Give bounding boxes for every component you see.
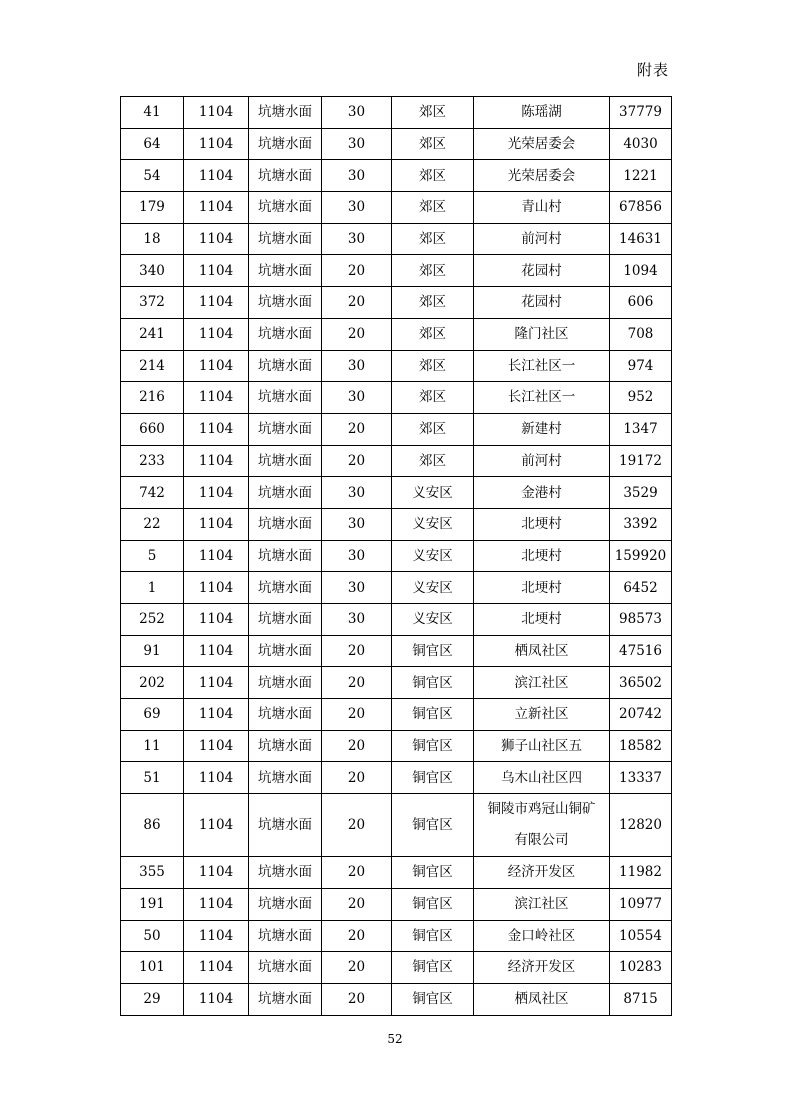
location-cell: 金港村 bbox=[474, 477, 610, 509]
row-id-cell: 22 bbox=[121, 508, 184, 540]
value-cell: 20 bbox=[322, 857, 392, 889]
location-cell: 北埂村 bbox=[474, 540, 610, 572]
location-cell: 金口岭社区 bbox=[474, 920, 610, 952]
row-id-cell: 91 bbox=[121, 635, 184, 667]
table-row bbox=[121, 888, 672, 920]
table-row bbox=[121, 382, 672, 414]
value-cell: 30 bbox=[322, 350, 392, 382]
land-code-cell: 1104 bbox=[184, 540, 249, 572]
row-id-cell: 340 bbox=[121, 255, 184, 287]
value-cell: 30 bbox=[322, 604, 392, 636]
land-type-cell: 坑塘水面 bbox=[249, 350, 322, 382]
district-cell: 郊区 bbox=[392, 128, 474, 160]
table-row bbox=[121, 223, 672, 255]
land-code-cell: 1104 bbox=[184, 794, 249, 857]
table-row bbox=[121, 508, 672, 540]
row-id-cell: 51 bbox=[121, 762, 184, 794]
area-cell: 36502 bbox=[610, 667, 672, 699]
table-row bbox=[121, 604, 672, 636]
value-cell: 30 bbox=[322, 223, 392, 255]
row-id-cell: 101 bbox=[121, 952, 184, 984]
location-line: 铜陵市鸡冠山铜矿 bbox=[487, 801, 596, 818]
value-cell: 30 bbox=[322, 97, 392, 129]
district-cell: 郊区 bbox=[392, 223, 474, 255]
table-row bbox=[121, 794, 672, 857]
land-type-cell: 坑塘水面 bbox=[249, 318, 322, 350]
row-id-cell: 1 bbox=[121, 572, 184, 604]
district-cell: 义安区 bbox=[392, 572, 474, 604]
district-cell: 义安区 bbox=[392, 604, 474, 636]
row-id-cell: 202 bbox=[121, 667, 184, 699]
area-cell: 19172 bbox=[610, 445, 672, 477]
district-cell: 郊区 bbox=[392, 382, 474, 414]
district-cell: 铜官区 bbox=[392, 952, 474, 984]
value-cell: 30 bbox=[322, 540, 392, 572]
row-id-cell: 191 bbox=[121, 888, 184, 920]
land-type-cell: 坑塘水面 bbox=[249, 508, 322, 540]
row-id-cell: 233 bbox=[121, 445, 184, 477]
area-cell: 952 bbox=[610, 382, 672, 414]
table-row bbox=[121, 699, 672, 731]
area-cell: 3529 bbox=[610, 477, 672, 509]
value-cell: 20 bbox=[322, 667, 392, 699]
value-cell: 20 bbox=[322, 730, 392, 762]
land-type-cell: 坑塘水面 bbox=[249, 192, 322, 224]
table-row bbox=[121, 97, 672, 129]
land-code-cell: 1104 bbox=[184, 255, 249, 287]
district-cell: 义安区 bbox=[392, 477, 474, 509]
district-cell: 郊区 bbox=[392, 445, 474, 477]
area-cell: 47516 bbox=[610, 635, 672, 667]
district-cell: 郊区 bbox=[392, 192, 474, 224]
value-cell: 20 bbox=[322, 762, 392, 794]
area-cell: 10554 bbox=[610, 920, 672, 952]
land-type-cell: 坑塘水面 bbox=[249, 762, 322, 794]
area-cell: 14631 bbox=[610, 223, 672, 255]
land-code-cell: 1104 bbox=[184, 160, 249, 192]
row-id-cell: 54 bbox=[121, 160, 184, 192]
row-id-cell: 216 bbox=[121, 382, 184, 414]
data-table-container bbox=[120, 96, 671, 1016]
land-type-cell: 坑塘水面 bbox=[249, 160, 322, 192]
district-cell: 郊区 bbox=[392, 413, 474, 445]
land-code-cell: 1104 bbox=[184, 572, 249, 604]
row-id-cell: 64 bbox=[121, 128, 184, 160]
district-cell: 郊区 bbox=[392, 318, 474, 350]
location-cell: 新建村 bbox=[474, 413, 610, 445]
land-type-cell: 坑塘水面 bbox=[249, 97, 322, 129]
district-cell: 铜官区 bbox=[392, 699, 474, 731]
area-cell: 4030 bbox=[610, 128, 672, 160]
area-cell: 8715 bbox=[610, 983, 672, 1015]
value-cell: 30 bbox=[322, 128, 392, 160]
land-code-cell: 1104 bbox=[184, 413, 249, 445]
land-code-cell: 1104 bbox=[184, 477, 249, 509]
row-id-cell: 41 bbox=[121, 97, 184, 129]
table-row bbox=[121, 667, 672, 699]
district-cell: 铜官区 bbox=[392, 794, 474, 857]
location-cell: 狮子山社区五 bbox=[474, 730, 610, 762]
location-cell: 栖凤社区 bbox=[474, 635, 610, 667]
land-code-cell: 1104 bbox=[184, 287, 249, 319]
area-cell: 20742 bbox=[610, 699, 672, 731]
location-cell: 前河村 bbox=[474, 223, 610, 255]
location-cell: 经济开发区 bbox=[474, 952, 610, 984]
land-type-cell: 坑塘水面 bbox=[249, 794, 322, 857]
location-cell: 光荣居委会 bbox=[474, 160, 610, 192]
land-type-cell: 坑塘水面 bbox=[249, 128, 322, 160]
land-type-cell: 坑塘水面 bbox=[249, 952, 322, 984]
land-type-cell: 坑塘水面 bbox=[249, 983, 322, 1015]
location-cell: 北埂村 bbox=[474, 572, 610, 604]
land-code-cell: 1104 bbox=[184, 699, 249, 731]
land-code-cell: 1104 bbox=[184, 952, 249, 984]
land-type-cell: 坑塘水面 bbox=[249, 635, 322, 667]
district-cell: 郊区 bbox=[392, 255, 474, 287]
land-type-cell: 坑塘水面 bbox=[249, 255, 322, 287]
value-cell: 30 bbox=[322, 572, 392, 604]
table-row bbox=[121, 762, 672, 794]
location-cell: 滨江社区 bbox=[474, 888, 610, 920]
land-code-cell: 1104 bbox=[184, 223, 249, 255]
location-cell: 陈瑶湖 bbox=[474, 97, 610, 129]
land-code-cell: 1104 bbox=[184, 983, 249, 1015]
table-row bbox=[121, 192, 672, 224]
district-cell: 郊区 bbox=[392, 160, 474, 192]
row-id-cell: 5 bbox=[121, 540, 184, 572]
table-row bbox=[121, 350, 672, 382]
value-cell: 20 bbox=[322, 635, 392, 667]
value-cell: 20 bbox=[322, 699, 392, 731]
value-cell: 30 bbox=[322, 477, 392, 509]
district-cell: 郊区 bbox=[392, 287, 474, 319]
land-code-cell: 1104 bbox=[184, 192, 249, 224]
location-cell: 青山村 bbox=[474, 192, 610, 224]
area-cell: 1347 bbox=[610, 413, 672, 445]
row-id-cell: 372 bbox=[121, 287, 184, 319]
location-cell: 经济开发区 bbox=[474, 857, 610, 889]
area-cell: 37779 bbox=[610, 97, 672, 129]
location-cell: 北埂村 bbox=[474, 604, 610, 636]
location-cell: 花园村 bbox=[474, 255, 610, 287]
land-type-cell: 坑塘水面 bbox=[249, 477, 322, 509]
land-code-cell: 1104 bbox=[184, 382, 249, 414]
table-row bbox=[121, 413, 672, 445]
row-id-cell: 355 bbox=[121, 857, 184, 889]
row-id-cell: 11 bbox=[121, 730, 184, 762]
table-row bbox=[121, 445, 672, 477]
land-code-cell: 1104 bbox=[184, 857, 249, 889]
row-id-cell: 252 bbox=[121, 604, 184, 636]
land-code-cell: 1104 bbox=[184, 888, 249, 920]
land-type-cell: 坑塘水面 bbox=[249, 382, 322, 414]
land-code-cell: 1104 bbox=[184, 97, 249, 129]
appendix-label: 附表 bbox=[636, 61, 669, 79]
land-code-cell: 1104 bbox=[184, 318, 249, 350]
value-cell: 30 bbox=[322, 160, 392, 192]
table-body bbox=[121, 97, 672, 1016]
row-id-cell: 241 bbox=[121, 318, 184, 350]
land-code-cell: 1104 bbox=[184, 730, 249, 762]
value-cell: 20 bbox=[322, 888, 392, 920]
land-code-cell: 1104 bbox=[184, 667, 249, 699]
table-row bbox=[121, 983, 672, 1015]
value-cell: 20 bbox=[322, 445, 392, 477]
district-cell: 义安区 bbox=[392, 540, 474, 572]
data-table bbox=[120, 96, 672, 1016]
location-line: 有限公司 bbox=[514, 832, 569, 849]
value-cell: 20 bbox=[322, 413, 392, 445]
area-cell: 3392 bbox=[610, 508, 672, 540]
area-cell: 6452 bbox=[610, 572, 672, 604]
location-cell: 光荣居委会 bbox=[474, 128, 610, 160]
area-cell: 18582 bbox=[610, 730, 672, 762]
table-row bbox=[121, 857, 672, 889]
table-row bbox=[121, 287, 672, 319]
value-cell: 20 bbox=[322, 983, 392, 1015]
row-id-cell: 18 bbox=[121, 223, 184, 255]
location-cell: 立新社区 bbox=[474, 699, 610, 731]
land-type-cell: 坑塘水面 bbox=[249, 540, 322, 572]
area-cell: 67856 bbox=[610, 192, 672, 224]
area-cell: 12820 bbox=[610, 794, 672, 857]
land-type-cell: 坑塘水面 bbox=[249, 699, 322, 731]
table-row bbox=[121, 255, 672, 287]
row-id-cell: 179 bbox=[121, 192, 184, 224]
location-cell: 花园村 bbox=[474, 287, 610, 319]
land-type-cell: 坑塘水面 bbox=[249, 667, 322, 699]
table-row bbox=[121, 540, 672, 572]
table-row bbox=[121, 318, 672, 350]
location-cell: 长江社区一 bbox=[474, 382, 610, 414]
location-cell: 北埂村 bbox=[474, 508, 610, 540]
table-row bbox=[121, 635, 672, 667]
land-type-cell: 坑塘水面 bbox=[249, 604, 322, 636]
district-cell: 义安区 bbox=[392, 508, 474, 540]
table-row bbox=[121, 128, 672, 160]
land-type-cell: 坑塘水面 bbox=[249, 888, 322, 920]
location-cell: 滨江社区 bbox=[474, 667, 610, 699]
district-cell: 铜官区 bbox=[392, 857, 474, 889]
value-cell: 20 bbox=[322, 952, 392, 984]
area-cell: 708 bbox=[610, 318, 672, 350]
row-id-cell: 742 bbox=[121, 477, 184, 509]
value-cell: 30 bbox=[322, 382, 392, 414]
district-cell: 铜官区 bbox=[392, 730, 474, 762]
table-row bbox=[121, 952, 672, 984]
value-cell: 30 bbox=[322, 508, 392, 540]
area-cell: 974 bbox=[610, 350, 672, 382]
land-type-cell: 坑塘水面 bbox=[249, 223, 322, 255]
location-cell: 隆门社区 bbox=[474, 318, 610, 350]
location-cell: 栖凤社区 bbox=[474, 983, 610, 1015]
land-code-cell: 1104 bbox=[184, 920, 249, 952]
table-row bbox=[121, 477, 672, 509]
land-code-cell: 1104 bbox=[184, 604, 249, 636]
area-cell: 98573 bbox=[610, 604, 672, 636]
row-id-cell: 660 bbox=[121, 413, 184, 445]
land-code-cell: 1104 bbox=[184, 445, 249, 477]
area-cell: 1094 bbox=[610, 255, 672, 287]
land-type-cell: 坑塘水面 bbox=[249, 730, 322, 762]
district-cell: 铜官区 bbox=[392, 635, 474, 667]
district-cell: 铜官区 bbox=[392, 888, 474, 920]
land-type-cell: 坑塘水面 bbox=[249, 413, 322, 445]
value-cell: 20 bbox=[322, 920, 392, 952]
row-id-cell: 50 bbox=[121, 920, 184, 952]
district-cell: 郊区 bbox=[392, 350, 474, 382]
value-cell: 30 bbox=[322, 192, 392, 224]
table-row bbox=[121, 160, 672, 192]
table-row bbox=[121, 730, 672, 762]
area-cell: 10283 bbox=[610, 952, 672, 984]
land-code-cell: 1104 bbox=[184, 762, 249, 794]
area-cell: 11982 bbox=[610, 857, 672, 889]
area-cell: 1221 bbox=[610, 160, 672, 192]
table-row bbox=[121, 920, 672, 952]
value-cell: 20 bbox=[322, 318, 392, 350]
page-number: 52 bbox=[387, 1032, 403, 1046]
location-cell: 乌木山社区四 bbox=[474, 762, 610, 794]
value-cell: 20 bbox=[322, 255, 392, 287]
area-cell: 159920 bbox=[610, 540, 672, 572]
district-cell: 郊区 bbox=[392, 97, 474, 129]
area-cell: 10977 bbox=[610, 888, 672, 920]
land-code-cell: 1104 bbox=[184, 350, 249, 382]
area-cell: 13337 bbox=[610, 762, 672, 794]
row-id-cell: 69 bbox=[121, 699, 184, 731]
land-type-cell: 坑塘水面 bbox=[249, 920, 322, 952]
land-type-cell: 坑塘水面 bbox=[249, 445, 322, 477]
land-type-cell: 坑塘水面 bbox=[249, 572, 322, 604]
location-cell: 前河村 bbox=[474, 445, 610, 477]
row-id-cell: 214 bbox=[121, 350, 184, 382]
value-cell: 20 bbox=[322, 794, 392, 857]
land-code-cell: 1104 bbox=[184, 508, 249, 540]
district-cell: 铜官区 bbox=[392, 983, 474, 1015]
district-cell: 铜官区 bbox=[392, 667, 474, 699]
row-id-cell: 29 bbox=[121, 983, 184, 1015]
value-cell: 20 bbox=[322, 287, 392, 319]
land-type-cell: 坑塘水面 bbox=[249, 287, 322, 319]
land-code-cell: 1104 bbox=[184, 635, 249, 667]
district-cell: 铜官区 bbox=[392, 920, 474, 952]
land-type-cell: 坑塘水面 bbox=[249, 857, 322, 889]
area-cell: 606 bbox=[610, 287, 672, 319]
land-code-cell: 1104 bbox=[184, 128, 249, 160]
row-id-cell: 86 bbox=[121, 794, 184, 857]
district-cell: 铜官区 bbox=[392, 762, 474, 794]
table-row bbox=[121, 572, 672, 604]
location-cell: 长江社区一 bbox=[474, 350, 610, 382]
location-cell bbox=[474, 794, 610, 857]
